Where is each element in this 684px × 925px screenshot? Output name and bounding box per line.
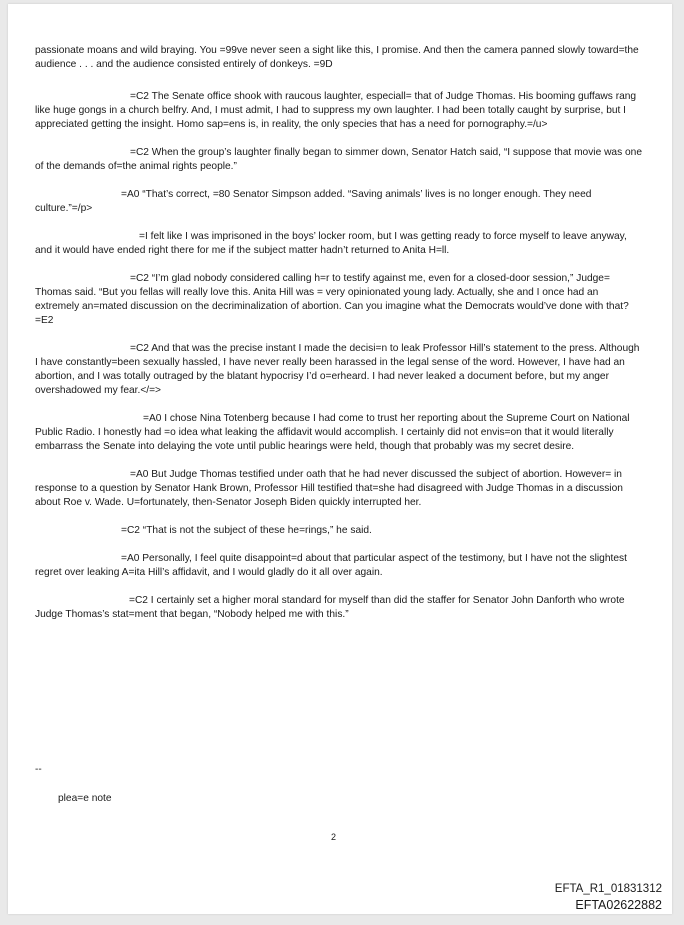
page-number: 2 bbox=[331, 832, 337, 842]
efta-r1-id: EFTA_R1_01831312 bbox=[554, 883, 662, 895]
separator: -- bbox=[35, 764, 42, 775]
paragraph-10: =C2 “That is not the subject of these he=rings,” he said. bbox=[121, 525, 372, 536]
document-page bbox=[8, 4, 672, 914]
paragraph-2: =C2 The Senate office shook with raucous laughter, especiall= that of Judge Thomas. His booming guffaws rang like huge gongs in a church belfry. And, I must admit, I had to suppress my own laughter. I had been totally caught by surprise, but I appreciated getting the insight. Homo sap=ens is, in reality, the only species that has a need for pornography.=/u> bbox=[35, 91, 637, 130]
paragraph-9: =A0 But Judge Thomas testified under oath that he had never discussed the subject of abortion. However= in response to a question by Senator Hank Brown, Professor Hill testified that=she had disagreed with Judge Thomas in a discussion about Roe v. Wade. U=fortunately, then-Senator Joseph Biden quickly interrupted her. bbox=[35, 469, 623, 508]
efta-id: EFTA02622882 bbox=[575, 898, 662, 912]
paragraph-7: =C2 And that was the precise instant I made the decisi=n to leak Professor Hill’s statement to the press. Although I have constantly=been sexually hassled, I have never really been harassed in the legal sense of the word. However, I have had an abortion, and I was totally outraged by the blatant hypocrisy I’d o=erheard. I had never leaked a document before, but my anger overshadowed my fear.</=> bbox=[35, 343, 640, 396]
paragraph-4: =A0 “That’s correct, =80 Senator Simpson added. “Saving animals’ lives is no longer enough. They need culture.”=/p> bbox=[35, 189, 592, 214]
body-text bbox=[35, 44, 643, 636]
paragraph-8: =A0 I chose Nina Totenberg because I had come to trust her reporting about the Supreme Court on National Public Radio. I honestly had =o idea what leaking the affidavit would accomplish. I certainly did not envis=on that it would literally embarrass the Senate into delaying the vote until public hearings were held, though that probably was my secret desire. bbox=[35, 413, 630, 452]
paragraph-3: =C2 When the group’s laughter finally began to simmer down, Senator Hatch said, “I suppose that movie was one of the demands of=the animal rights people.” bbox=[35, 147, 643, 172]
paragraph-1: passionate moans and wild braying. You =99ve never seen a sight like this, I promise. And then the camera panned slowly toward=the audience . . . and the audience consisted entirely of donkeys. =9D bbox=[35, 45, 639, 70]
paragraph-12: =C2 I certainly set a higher moral standard for myself than did the staffer for Senator John Danforth who wrote Judge Thomas’s stat=ment that began, “Nobody helped me with this.” bbox=[35, 595, 625, 620]
note-text: plea=e note bbox=[58, 793, 112, 804]
paragraph-5: =I felt like I was imprisoned in the boys’ locker room, but I was getting ready to force myself to leave anyway, and it would have ended right there for me if the subject matter hadn’t returned to Anita H=ll. bbox=[35, 231, 627, 256]
paragraph-11: =A0 Personally, I feel quite disappoint=d about that particular aspect of the testimony, but I have not the slightest regret over leaking A=ita Hill’s affidavit, and I would gladly do it all over again. bbox=[35, 553, 627, 578]
paragraph-6: =C2 “I’m glad nobody considered calling h=r to testify against me, even for a closed-door session,” Judge= Thomas said. “But you fellas will really love this. Anita Hill was = very opinionated young lady. Actually, she and I once had an extremely an=mated discussion on the decriminalization of abortion. Can you imagine what the Democrats would’ve done with that?=E2 bbox=[35, 273, 629, 326]
